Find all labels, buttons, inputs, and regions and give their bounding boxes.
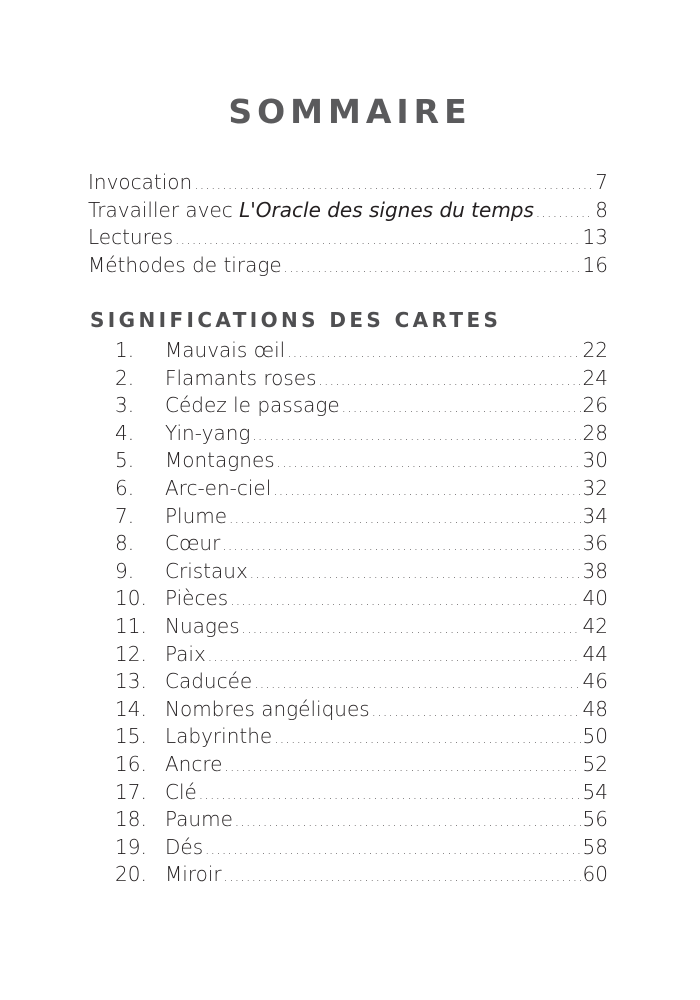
toc-page-number: 52 xyxy=(582,751,608,776)
toc-entry-label: Nuages xyxy=(165,613,240,638)
toc-entry-lectures[interactable] xyxy=(88,224,608,252)
dot-leader xyxy=(224,864,581,892)
toc-entry-label: Cristaux xyxy=(165,558,248,583)
toc-page-number: 36 xyxy=(582,531,608,556)
intro-toc-list xyxy=(88,169,608,279)
toc-page-number: 48 xyxy=(582,696,608,721)
toc-entry-label: Arc-en-ciel xyxy=(165,475,272,500)
toc-entry-label: Yin-yang xyxy=(165,420,251,445)
toc-entry-card[interactable] xyxy=(115,558,608,586)
toc-page-number: 34 xyxy=(582,503,608,528)
toc-entry-card[interactable] xyxy=(115,613,608,641)
toc-page-number: 30 xyxy=(582,448,608,473)
dot-leader xyxy=(208,644,581,672)
toc-entry-label: Nombres angéliques xyxy=(165,696,370,721)
dot-leader xyxy=(199,782,581,810)
card-number: 12. xyxy=(115,641,147,666)
dot-leader xyxy=(235,809,581,837)
dot-leader xyxy=(254,671,580,699)
toc-entry-invocation[interactable] xyxy=(88,169,608,197)
dot-leader xyxy=(287,340,580,368)
card-number: 20. xyxy=(115,862,147,887)
toc-entry-card[interactable] xyxy=(115,641,608,669)
dot-leader xyxy=(342,395,581,423)
toc-entry-card[interactable] xyxy=(115,668,608,696)
toc-entry-card[interactable] xyxy=(115,392,608,420)
dot-leader xyxy=(175,227,580,255)
dot-leader xyxy=(229,506,580,534)
toc-page-number: 46 xyxy=(582,669,608,694)
card-number: 16. xyxy=(115,751,147,776)
toc-entry-card[interactable] xyxy=(115,861,608,889)
toc-page-number: 56 xyxy=(582,807,608,832)
card-number: 2. xyxy=(115,365,135,390)
dot-leader xyxy=(372,699,581,727)
dot-leader xyxy=(536,200,593,228)
toc-entry-label: Paix xyxy=(165,641,206,666)
card-number: 6. xyxy=(115,475,135,500)
toc-entry-label: Dés xyxy=(165,834,204,859)
dot-leader xyxy=(277,450,581,478)
toc-entry-card[interactable] xyxy=(115,779,608,807)
card-number: 18. xyxy=(115,807,147,832)
card-number: 13. xyxy=(115,669,147,694)
toc-page-number: 28 xyxy=(582,420,608,445)
card-number: 3. xyxy=(115,393,135,418)
section-heading: SIGNIFICATIONS DES CARTES xyxy=(90,308,502,332)
dot-leader xyxy=(250,561,581,589)
toc-page-number: 7 xyxy=(595,170,608,194)
dot-leader xyxy=(274,726,580,754)
toc-page-number: 32 xyxy=(582,475,608,500)
toc-entry-label: Pièces xyxy=(165,586,229,611)
dot-leader xyxy=(252,423,580,451)
card-number: 11. xyxy=(115,613,147,638)
dot-leader xyxy=(224,754,580,782)
toc-page-number: 16 xyxy=(582,252,608,277)
toc-entry-card[interactable] xyxy=(115,503,608,531)
dot-leader xyxy=(222,533,580,561)
toc-entry-card[interactable] xyxy=(115,696,608,724)
toc-entry-label: Ancre xyxy=(165,751,223,776)
toc-page-number: 8 xyxy=(595,197,608,222)
toc-entry-label: Cédez le passage xyxy=(165,393,340,418)
toc-entry-card[interactable] xyxy=(115,530,608,558)
toc-entry-card[interactable] xyxy=(115,834,608,862)
toc-entry-card[interactable] xyxy=(115,475,608,503)
toc-entry-card[interactable] xyxy=(115,751,608,779)
dot-leader xyxy=(273,478,580,506)
toc-entry-label: Cœur xyxy=(165,531,221,556)
toc-entry-label: Miroir xyxy=(165,862,222,887)
toc-page-number: 13 xyxy=(582,225,608,249)
toc-entry-label: Clé xyxy=(165,779,197,804)
toc-entry-label: Paume xyxy=(165,807,233,832)
card-number: 14. xyxy=(115,696,147,721)
toc-page-number: 60 xyxy=(582,862,608,887)
card-number: 5. xyxy=(115,448,135,473)
toc-entry-card[interactable] xyxy=(115,447,608,475)
toc-entry-label: Labyrinthe xyxy=(165,724,273,749)
toc-entry-label: Flamants roses xyxy=(165,365,317,390)
toc-entry-card[interactable] xyxy=(115,723,608,751)
toc-entry-card[interactable] xyxy=(115,365,608,393)
dot-leader xyxy=(205,837,580,865)
toc-entry-label: Travailler avec L'Oracle des signes du temps xyxy=(88,197,534,222)
toc-entry-label: Plume xyxy=(165,503,228,528)
toc-entry-label: Mauvais œil xyxy=(165,338,286,362)
toc-entry-label: Montagnes xyxy=(165,448,275,473)
toc-page-number: 58 xyxy=(582,834,608,859)
dot-leader xyxy=(230,588,580,616)
card-number: 7. xyxy=(115,503,135,528)
toc-entry-travailler[interactable] xyxy=(88,197,608,225)
card-number: 9. xyxy=(115,558,135,583)
toc-entry-card[interactable] xyxy=(115,337,608,365)
toc-entry-methodes[interactable] xyxy=(88,252,608,280)
toc-page-number: 40 xyxy=(582,586,608,611)
toc-page-number: 26 xyxy=(582,393,608,418)
page-title: SOMMAIRE xyxy=(228,92,472,131)
dot-leader xyxy=(242,616,581,644)
toc-page-number: 22 xyxy=(582,338,608,362)
toc-entry-card[interactable] xyxy=(115,585,608,613)
toc-entry-label: Méthodes de tirage xyxy=(88,252,282,277)
card-number: 4. xyxy=(115,420,135,445)
cards-toc-list xyxy=(115,337,608,889)
toc-entry-card[interactable] xyxy=(115,420,608,448)
card-number: 1. xyxy=(115,338,135,362)
card-number: 17. xyxy=(115,779,147,804)
dot-leader xyxy=(284,255,581,283)
toc-page-number: 42 xyxy=(582,613,608,638)
toc-page-number: 44 xyxy=(582,641,608,666)
toc-entry-label: Caducée xyxy=(165,669,253,694)
toc-page-number: 38 xyxy=(582,558,608,583)
toc-entry-label: Invocation xyxy=(88,170,193,194)
card-number: 15. xyxy=(115,724,147,749)
card-number: 8. xyxy=(115,531,135,556)
dot-leader xyxy=(194,172,593,200)
toc-page-number: 24 xyxy=(582,365,608,390)
toc-entry-card[interactable] xyxy=(115,806,608,834)
card-number: 19. xyxy=(115,834,147,859)
toc-page-number: 54 xyxy=(582,779,608,804)
toc-entry-label: Lectures xyxy=(88,225,174,249)
card-number: 10. xyxy=(115,586,147,611)
dot-leader xyxy=(319,368,581,396)
toc-page-number: 50 xyxy=(582,724,608,749)
